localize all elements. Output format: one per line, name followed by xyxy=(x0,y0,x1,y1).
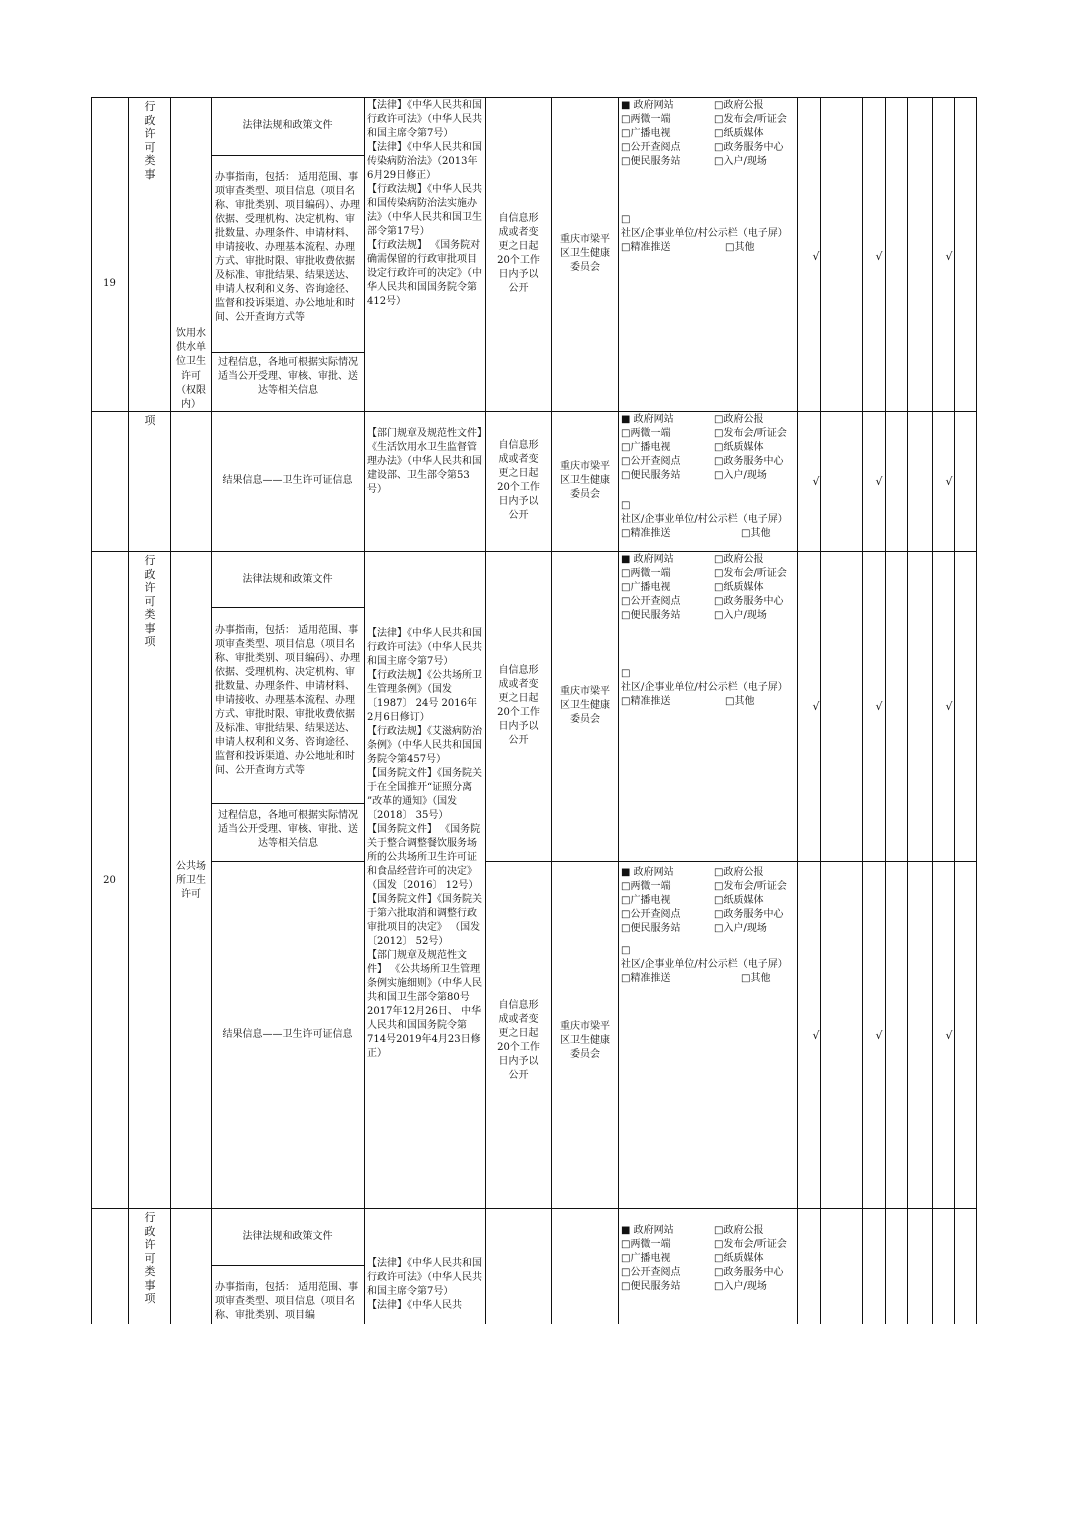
tick-mark: √ xyxy=(875,1029,883,1042)
time-limit: 自信息形成或者变更之日起20个工作日内予以公开 xyxy=(497,665,540,746)
content-item: 办事指南，包括： 适用范围、事项审查类型、项目信息（项目名称、审批类别、项目编码）、办理依据、受理机构、决定机构、审批数量、办理条件、申请材料、申请接收、办理基本流程、办理方式、审批时限、审批收费依据及标准、审批结果、结果送达、 申请人权利和义务、咨询途径、监督和投诉渠道、办公地址和时间、公开查询方式等 xyxy=(215,625,360,776)
channel-label: 精准推送 xyxy=(630,696,671,707)
channel-label: 政府网站 xyxy=(633,554,674,565)
channel-label: 其他 xyxy=(750,973,771,984)
channel-label: 政务服务中心 xyxy=(723,596,784,607)
empty-box-icon: □ xyxy=(714,895,724,906)
empty-box-icon: □ xyxy=(621,214,631,225)
time-limit: 自信息形成或者变更之日起20个工作日内予以公开 xyxy=(497,440,540,521)
channel-label: 政府网站 xyxy=(633,414,674,425)
empty-box-icon: □ xyxy=(621,442,631,453)
content-item: 办事指南，包括： 适用范围、事项审查类型、项目信息（项目名称、审批类别、项目编 xyxy=(215,1282,359,1321)
content-item: 法律法规和政策文件 xyxy=(242,120,333,131)
empty-box-icon: □ xyxy=(621,142,631,153)
channel-label: 社区/企事业单位/村公示栏（电子屏） xyxy=(621,682,788,693)
subject: 重庆市梁平区卫生健康委员会 xyxy=(560,1021,610,1060)
tick-mark: √ xyxy=(875,250,883,263)
channel-label: 公开查阅点 xyxy=(630,1267,681,1278)
empty-box-icon: □ xyxy=(621,610,631,621)
content-item: 法律法规和政策文件 xyxy=(242,574,333,585)
empty-box-icon: □ xyxy=(621,528,631,539)
channel-label: 两微一端 xyxy=(630,881,671,892)
empty-box-icon: □ xyxy=(714,867,724,878)
empty-box-icon: □ xyxy=(714,1225,724,1236)
checked-box-icon: ■ xyxy=(621,414,631,425)
content-item: 办事指南，包括： 适用范围、事项审查类型、项目信息（项目名称、审批类别、项目编码）、办理依据、受理机构、决定机构、审批数量、办理条件、申请材料、申请接收、办理基本流程、办理方式、审批时限、审批收费依据及标准、审批结果、结果送达、 申请人权利和义务、咨询途径、监督和投诉渠道、办公地址和时间、公开查询方式等 xyxy=(215,172,360,323)
subject: 重庆市梁平区卫生健康委员会 xyxy=(560,234,610,273)
channel-label: 其他 xyxy=(734,696,755,707)
tick-mark: √ xyxy=(945,475,953,488)
checked-box-icon: ■ xyxy=(621,1225,631,1236)
channel-label: 公开查阅点 xyxy=(630,456,681,467)
channel-label: 政务服务中心 xyxy=(723,909,784,920)
channel-label: 纸质媒体 xyxy=(723,442,764,453)
empty-box-icon: □ xyxy=(621,1239,631,1250)
channel-label: 便民服务站 xyxy=(630,610,681,621)
empty-box-icon: □ xyxy=(714,568,724,579)
content-item: 结果信息——卫生许可证信息 xyxy=(222,475,353,486)
empty-box-icon: □ xyxy=(621,456,631,467)
tick-mark: √ xyxy=(812,1029,820,1042)
basis-text: 【法律】《中华人民共和国行政许可法》（中华人民共和国主席令第7号） 【法律】《中华人民共 xyxy=(367,1258,482,1311)
empty-box-icon: □ xyxy=(714,881,724,892)
empty-box-icon: □ xyxy=(714,414,724,425)
content-item: 过程信息，各地可根据实际情况适当公开受理、审核、审批、送达等相关信息 xyxy=(218,357,358,396)
channel-label: 政务服务中心 xyxy=(723,142,784,153)
channel-label: 政务服务中心 xyxy=(723,1267,784,1278)
empty-box-icon: □ xyxy=(621,945,631,956)
empty-box-icon: □ xyxy=(714,909,724,920)
empty-box-icon: □ xyxy=(714,1239,724,1250)
channel-label: 纸质媒体 xyxy=(723,128,764,139)
empty-box-icon: □ xyxy=(621,596,631,607)
empty-box-icon: □ xyxy=(621,696,631,707)
empty-box-icon: □ xyxy=(714,582,724,593)
empty-box-icon: □ xyxy=(714,1267,724,1278)
checked-box-icon: ■ xyxy=(621,554,631,565)
item-name: 公共场所卫生许可 xyxy=(176,861,206,900)
channel-label: 便民服务站 xyxy=(630,923,681,934)
empty-box-icon: □ xyxy=(621,909,631,920)
subject: 重庆市梁平区卫生健康委员会 xyxy=(560,461,610,500)
channel-label: 广播电视 xyxy=(630,895,671,906)
channel-label: 发布会/听证会 xyxy=(723,568,787,579)
channel-label: 入户/现场 xyxy=(723,923,767,934)
channel-label: 发布会/听证会 xyxy=(723,881,787,892)
channel-label: 广播电视 xyxy=(630,442,671,453)
tick-mark: √ xyxy=(945,250,953,263)
empty-box-icon: □ xyxy=(725,696,735,707)
empty-box-icon: □ xyxy=(621,470,631,481)
checked-box-icon: ■ xyxy=(621,867,631,878)
channel-label: 政府网站 xyxy=(633,1225,674,1236)
empty-box-icon: □ xyxy=(621,242,631,253)
channel-label: 入户/现场 xyxy=(723,1281,767,1292)
empty-box-icon: □ xyxy=(621,568,631,579)
empty-box-icon: □ xyxy=(714,100,724,111)
empty-box-icon: □ xyxy=(725,242,735,253)
empty-box-icon: □ xyxy=(621,428,631,439)
checked-box-icon: ■ xyxy=(621,100,631,111)
content-item: 结果信息——卫生许可证信息 xyxy=(222,1029,353,1040)
channel-label: 两微一端 xyxy=(630,114,671,125)
channel-label: 政府公报 xyxy=(723,554,764,565)
channel-label: 其他 xyxy=(734,242,755,253)
empty-box-icon: □ xyxy=(621,114,631,125)
channel-label: 广播电视 xyxy=(630,128,671,139)
channel-label: 社区/企事业单位/村公示栏（电子屏） xyxy=(621,228,788,239)
category-cell: 项 xyxy=(144,414,156,427)
time-limit: 自信息形成或者变更之日起20个工作日内予以公开 xyxy=(497,213,540,294)
empty-box-icon: □ xyxy=(714,1253,724,1264)
channel-label: 发布会/听证会 xyxy=(723,1239,787,1250)
channel-label: 社区/企事业单位/村公示栏（电子屏） xyxy=(621,514,788,525)
category-cell: 行政许可类事项 xyxy=(144,1211,156,1305)
channel-label: 便民服务站 xyxy=(630,156,681,167)
row-number: 20 xyxy=(103,875,116,886)
basis-text: 【部门规章及规范性文件】《生活饮用水卫生监督管理办法》（中华人民共和国建设部、卫生部令第53号） xyxy=(367,428,482,495)
empty-box-icon: □ xyxy=(714,128,724,139)
empty-box-icon: □ xyxy=(621,500,631,511)
channel-label: 其他 xyxy=(750,528,771,539)
basis-text: 【法律】《中华人民共和国行政许可法》（中华人民共和国主席令第7号） 【法律】《中华人民共和国传染病防治法》（2013年6月29日修正） 【行政法规】《中华人民共和国传染病防治法实施办法》（中华人民共和国卫生部令第17号） 【行政法规】 《国务院对确需保留的行政审批项目设定行政许可的决定》（中华人民共和国国务院令第412号） xyxy=(367,100,482,307)
channel-label: 广播电视 xyxy=(630,1253,671,1264)
channel-label: 政府网站 xyxy=(633,100,674,111)
channel-label: 入户/现场 xyxy=(723,156,767,167)
empty-box-icon: □ xyxy=(621,1267,631,1278)
channel-label: 发布会/听证会 xyxy=(723,114,787,125)
channel-label: 公开查阅点 xyxy=(630,596,681,607)
channel-label: 社区/企事业单位/村公示栏（电子屏） xyxy=(621,959,788,970)
tick-mark: √ xyxy=(945,1029,953,1042)
channel-label: 政府公报 xyxy=(723,100,764,111)
channel-label: 精准推送 xyxy=(630,973,671,984)
tick-mark: √ xyxy=(812,475,820,488)
empty-box-icon: □ xyxy=(714,554,724,565)
channel-label: 纸质媒体 xyxy=(723,895,764,906)
channel-label: 政府网站 xyxy=(633,867,674,878)
empty-box-icon: □ xyxy=(714,470,724,481)
channel-label: 政府公报 xyxy=(723,414,764,425)
channel-label: 公开查阅点 xyxy=(630,142,681,153)
empty-box-icon: □ xyxy=(621,582,631,593)
empty-box-icon: □ xyxy=(714,142,724,153)
empty-box-icon: □ xyxy=(714,610,724,621)
empty-box-icon: □ xyxy=(714,156,724,167)
empty-box-icon: □ xyxy=(621,156,631,167)
category-cell: 行政许可类事项 xyxy=(144,554,156,648)
basis-text: 【法律】《中华人民共和国行政许可法》（中华人民共和国主席令第7号） 【行政法规】《公共场所卫生管理条例》（国发〔1987〕 24号 2016年2月6日修订） 【行政法规】《艾滋病防治条例》（中华人民共和国国务院令第457号） 【国务院文件】《国务院关于在全国推开“证照分离 ”改革的通知》（国发〔2018〕 35号） 【国务院文件】 《国务院关于整合调整餐饮服务场所的公共场所卫生许可证和食品经营许可的决定》 （国发〔2016〕 12号） 【国务院文件】《国务院关于第六批取消和调整行政审批项目的决定》 （国发〔2012〕 52号） 【部门规章及规范性文件】 《公共场所卫生管理条例实施细则》（中华人民共和国卫生部令第80号 2017年12月26日、 中华人民共和国国务院令第714号2019年4月23日修正） xyxy=(367,628,482,1059)
channel-label: 精准推送 xyxy=(630,528,671,539)
channel-label: 入户/现场 xyxy=(723,470,767,481)
item-name: 饮用水供水单位卫生许可（权限内） xyxy=(176,328,206,411)
empty-box-icon: □ xyxy=(714,428,724,439)
empty-box-icon: □ xyxy=(621,973,631,984)
channel-label: 两微一端 xyxy=(630,1239,671,1250)
channel-label: 政府公报 xyxy=(723,867,764,878)
channel-label: 两微一端 xyxy=(630,428,671,439)
time-limit: 自信息形成或者变更之日起20个工作日内予以公开 xyxy=(497,1000,540,1081)
channel-label: 政务服务中心 xyxy=(723,456,784,467)
channel-label: 纸质媒体 xyxy=(723,582,764,593)
content-item: 过程信息，各地可根据实际情况适当公开受理、审核、审批、送达等相关信息 xyxy=(218,810,358,849)
channel-label: 便民服务站 xyxy=(630,1281,681,1292)
empty-box-icon: □ xyxy=(621,923,631,934)
channel-label: 公开查阅点 xyxy=(630,909,681,920)
channel-label: 广播电视 xyxy=(630,582,671,593)
empty-box-icon: □ xyxy=(621,895,631,906)
channel-label: 便民服务站 xyxy=(630,470,681,481)
empty-box-icon: □ xyxy=(621,668,631,679)
channel-label: 两微一端 xyxy=(630,568,671,579)
content-item: 法律法规和政策文件 xyxy=(242,1231,333,1242)
empty-box-icon: □ xyxy=(714,114,724,125)
tick-mark: √ xyxy=(945,700,953,713)
tick-mark: √ xyxy=(875,700,883,713)
empty-box-icon: □ xyxy=(714,1281,724,1292)
empty-box-icon: □ xyxy=(621,1253,631,1264)
empty-box-icon: □ xyxy=(621,881,631,892)
tick-mark: √ xyxy=(812,700,820,713)
empty-box-icon: □ xyxy=(714,923,724,934)
empty-box-icon: □ xyxy=(621,1281,631,1292)
channel-label: 纸质媒体 xyxy=(723,1253,764,1264)
empty-box-icon: □ xyxy=(714,596,724,607)
channel-label: 精准推送 xyxy=(630,242,671,253)
empty-box-icon: □ xyxy=(621,128,631,139)
channel-label: 入户/现场 xyxy=(723,610,767,621)
category-cell: 行政许可类事 xyxy=(144,100,156,181)
empty-box-icon: □ xyxy=(741,528,751,539)
empty-box-icon: □ xyxy=(714,456,724,467)
row-number: 19 xyxy=(103,278,116,289)
tick-mark: √ xyxy=(812,250,820,263)
tick-mark: √ xyxy=(875,475,883,488)
empty-box-icon: □ xyxy=(741,973,751,984)
empty-box-icon: □ xyxy=(714,442,724,453)
channel-label: 发布会/听证会 xyxy=(723,428,787,439)
channel-label: 政府公报 xyxy=(723,1225,764,1236)
subject: 重庆市梁平区卫生健康委员会 xyxy=(560,686,610,725)
